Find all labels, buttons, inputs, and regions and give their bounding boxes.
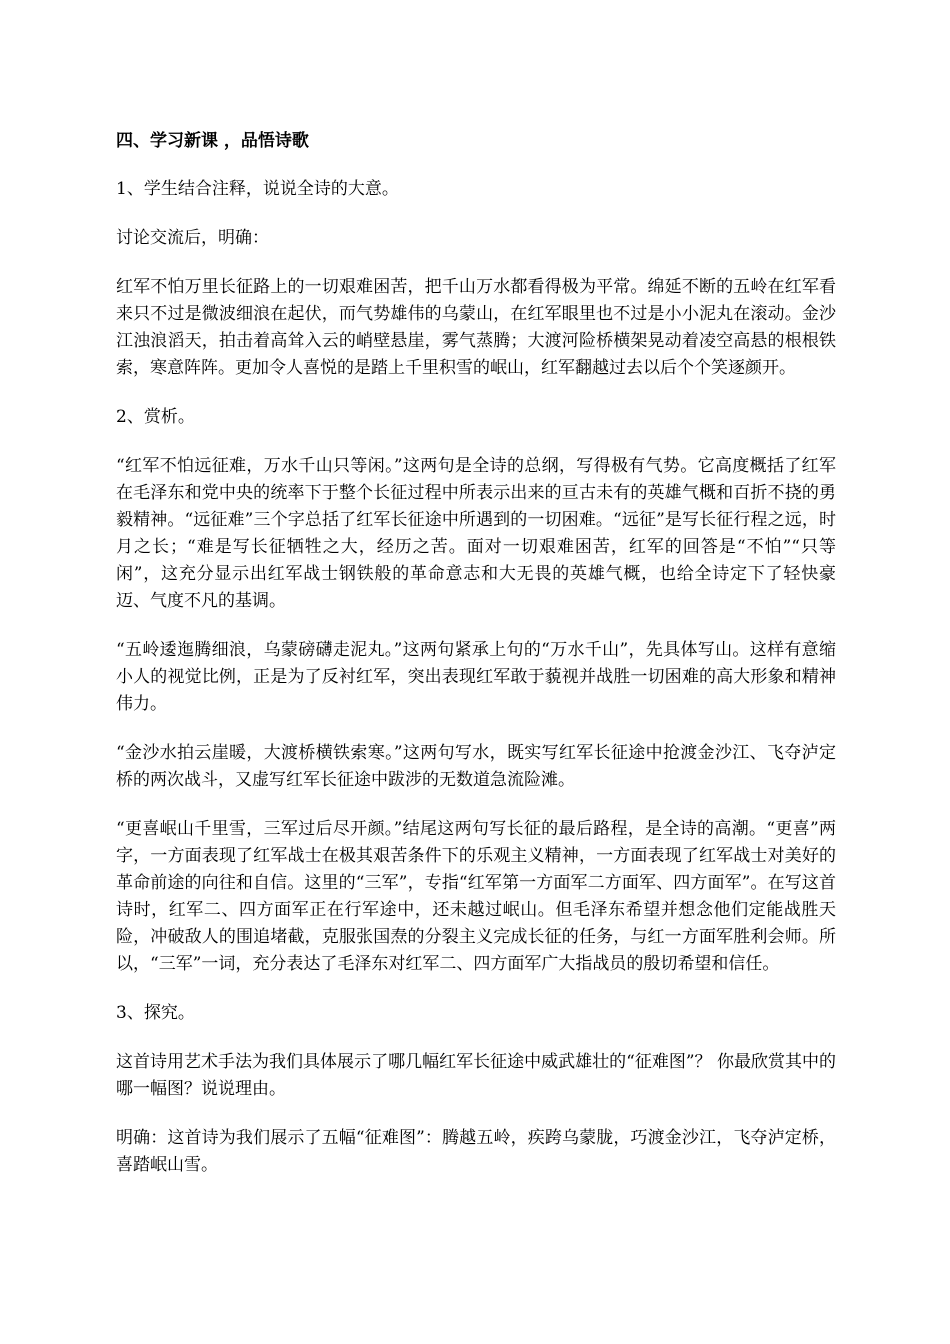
analysis-lines-1-2: “红军不怕远征难，万水千山只等闲。”这两句是全诗的总纲，写得极有气势。它高度概括了红军在毛泽东和党中央的统率下于整个长征过程中所表示出来的亘古未有的英雄气概和百折不挠的勇毅精神。“远征难”三个字总括了红军长征途中所遇到的一切困难。“远征”是写长征行程之远，时月之长；“难是写长征牺牲之大，经历之苦。面对一切艰难困苦，红军的回答是“不怕”“只等闲”，这充分显示出红军战士钢铁般的革命意志和大无畏的英雄气概，也给全诗定下了轻快豪迈、气度不凡的基调。 <box>116 456 836 611</box>
analysis-lines-7-8: “更喜岷山千里雪，三军过后尽开颜。”结尾这两句写长征的最后路程，是全诗的高潮。“更喜”两字，一方面表现了红军战士在极其艰苦条件下的乐观主义精神，一方面表现了红军战士对美好的革命前途的向往和自信。这里的“三军”，专指“红军第一方面军二方面军、四方面军”。在写这首诗时，红军二、四方面军正在行军途中，还未越过岷山。但毛泽东希望并想念他们定能战胜天险，冲破敌人的围追堵截，克服张国焘的分裂主义完成长征的任务，与红一方面军胜利会师。所以，“三军”一词，充分表达了毛泽东对红军二、四方面军广大指战员的殷切希望和信任。 <box>116 819 836 974</box>
inquiry-answer: 明确：这首诗为我们展示了五幅“征难图”：腾越五岭，疾跨乌蒙胧，巧渡金沙江，飞夺泸定桥，喜踏岷山雪。 <box>116 1128 836 1175</box>
analysis-lines-5-6: “金沙水拍云崖暖，大渡桥横铁索寒。”这两句写水，既实写红军长征途中抢渡金沙江、飞夺泸定桥的两次战斗，又虚写红军长征途中跋涉的无数道急流险滩。 <box>116 743 836 790</box>
section-heading: 四、学习新课 ，品悟诗歌 <box>116 131 309 151</box>
document-page <box>116 128 836 1201</box>
poem-summary: 红军不怕万里长征路上的一切艰难困苦，把千山万水都看得极为平常。绵延不断的五岭在红军看来只不过是微波细浪在起伏，而气势雄伟的乌蒙山，在红军眼里也不过是小小泥丸在滚动。金沙江浊浪滔天，拍击着高耸入云的峭壁悬崖，雾气蒸腾；大渡河险桥横架晃动着凌空高悬的根根铁索，寒意阵阵。更加令人喜悦的是踏上千里积雪的岷山，红军翻越过去以后个个笑逐颜开。 <box>116 277 836 378</box>
inquiry-question: 这首诗用艺术手法为我们具体展示了哪几幅红军长征途中威武雄壮的“征难图”？ 你最欣赏其中的哪一幅图？说说理由。 <box>116 1052 836 1099</box>
task-2-heading: 2、赏析。 <box>116 407 195 427</box>
task-1-prompt: 1、学生结合注释，说说全诗的大意。 <box>116 179 399 199</box>
discussion-intro: 讨论交流后，明确： <box>116 228 269 248</box>
analysis-lines-3-4: “五岭逶迤腾细浪，乌蒙磅礴走泥丸。”这两句紧承上句的“万水千山”，先具体写山。这样有意缩小人的视觉比例，正是为了反衬红军，突出表现红军敢于藐视并战胜一切困难的高大形象和精神伟力。 <box>116 640 836 714</box>
task-3-heading: 3、探究。 <box>116 1003 195 1023</box>
